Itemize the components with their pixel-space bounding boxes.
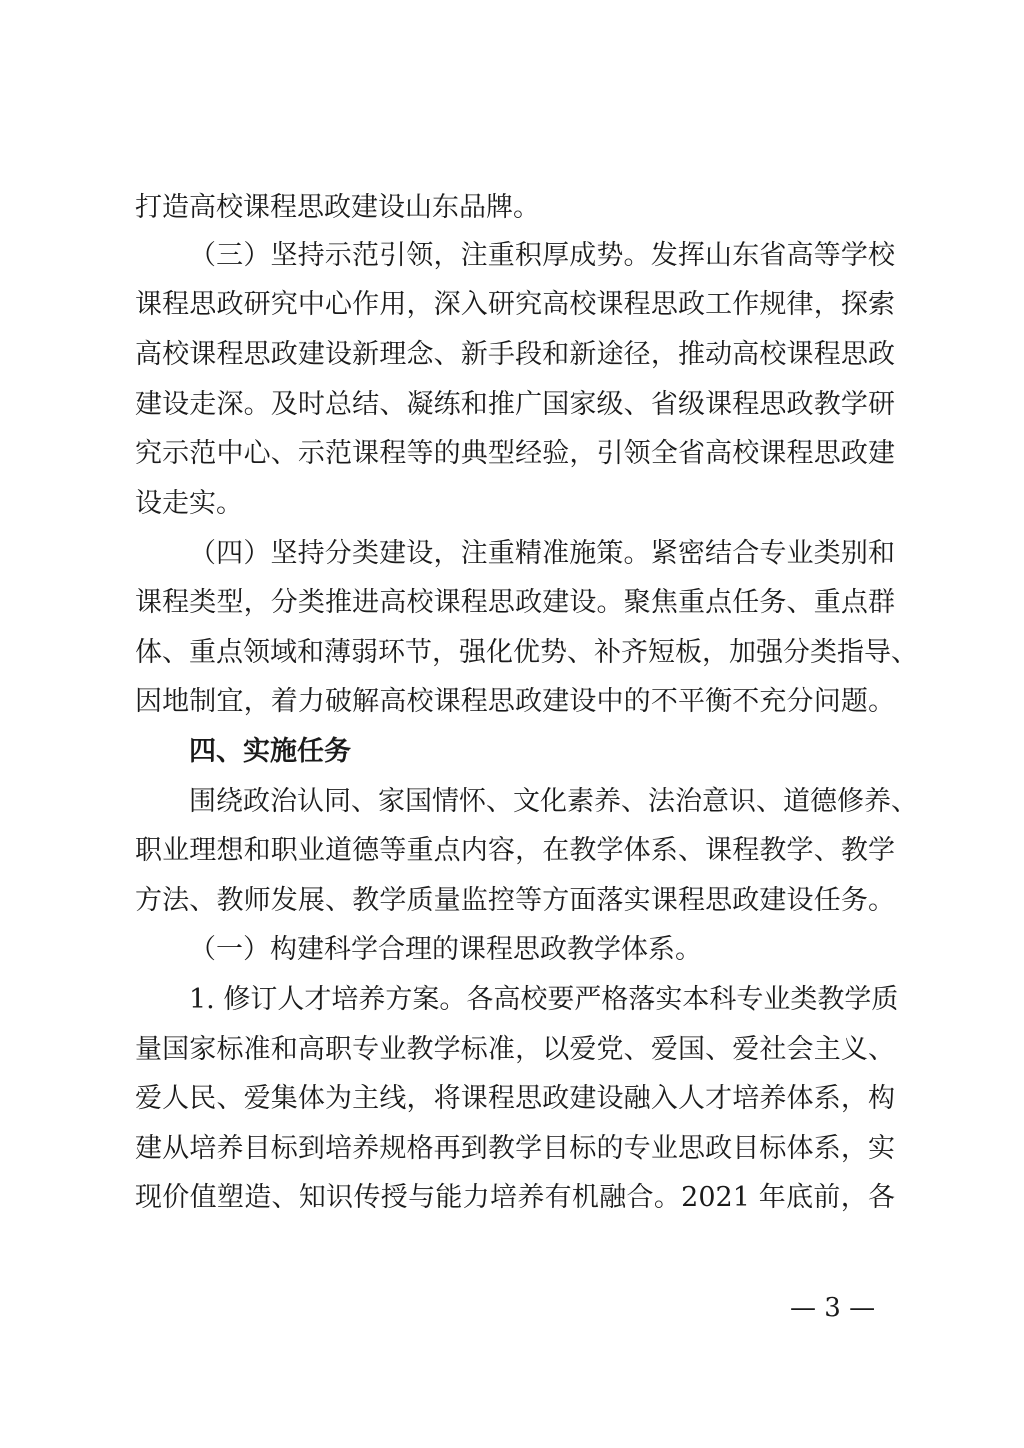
text-line: 建设走深。及时总结、凝练和推广国家级、省级课程思政教学研 <box>135 389 895 420</box>
text-line: 究示范中心、示范课程等的典型经验，引领全省高校课程思政建 <box>135 438 895 469</box>
text-line: （四）坚持分类建设，注重精准施策。紧密结合专业类别和 <box>189 538 895 569</box>
text-line: 职业理想和职业道德等重点内容，在教学体系、课程教学、教学 <box>135 835 895 866</box>
text-line: 体、重点领域和薄弱环节，强化优势、补齐短板，加强分类指导、 <box>135 637 918 668</box>
section-heading: 四、实施任务 <box>189 736 351 767</box>
text-line: 课程思政研究中心作用，深入研究高校课程思政工作规律，探索 <box>135 289 895 320</box>
text-line: 建从培养目标到培养规格再到教学目标的专业思政目标体系，实 <box>135 1133 895 1164</box>
text-line: 高校课程思政建设新理念、新手段和新途径，推动高校课程思政 <box>135 339 895 370</box>
text-line: 量国家标准和高职专业教学标准，以爱党、爱国、爱社会主义、 <box>135 1034 895 1065</box>
text-line: 1. 修订人才培养方案。各高校要严格落实本科专业类教学质 <box>189 984 899 1015</box>
text-line: 爱人民、爱集体为主线，将课程思政建设融入人才培养体系，构 <box>135 1083 895 1114</box>
text-line: 围绕政治认同、家国情怀、文化素养、法治意识、道德修养、 <box>189 786 918 817</box>
text-line: 打造高校课程思政建设山东品牌。 <box>135 192 540 223</box>
text-line: （三）坚持示范引领，注重积厚成势。发挥山东省高等学校 <box>189 240 895 271</box>
text-line: 现价值塑造、知识传授与能力培养有机融合。2021 年底前，各 <box>135 1182 895 1213</box>
text-line: 课程类型，分类推进高校课程思政建设。聚焦重点任务、重点群 <box>135 587 895 618</box>
text-line: 设走实。 <box>135 488 243 519</box>
text-line: 方法、教师发展、教学质量监控等方面落实课程思政建设任务。 <box>135 885 895 916</box>
text-line: （一）构建科学合理的课程思政教学体系。 <box>189 934 702 965</box>
page-number: — 3 — <box>790 1293 876 1323</box>
text-line: 因地制宜，着力破解高校课程思政建设中的不平衡不充分问题。 <box>135 686 895 717</box>
